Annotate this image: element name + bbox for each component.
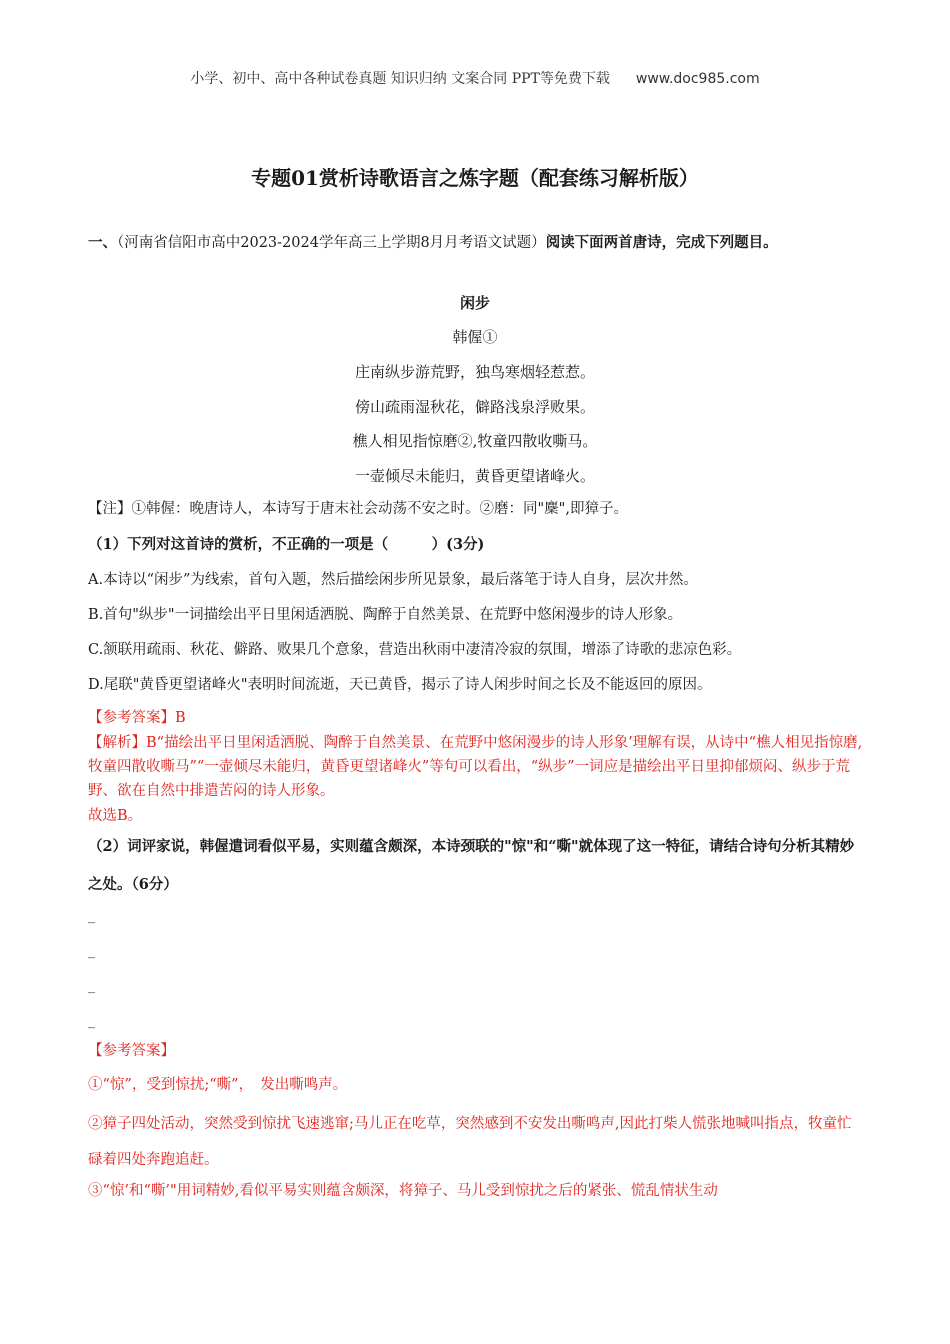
section-instruction: 阅读下面两首唐诗，完成下列题目。: [545, 234, 778, 251]
header-text: 小学、初中、高中各种试卷真题 知识归纳 文案合同 PPT等免费下载: [190, 71, 610, 87]
question-1-analysis: 【解析】B“描绘出平日里闲适洒脱、陶醉于自然美景、在荒野中悠闲漫步的诗人形象’理解有误，从诗中“樵人相见指惊磨,牧童四散收嘶马”“一壶倾尽未能归，黄昏更望诸峰火”等句可以看出，“纵步”一词应是描绘出平日里抑郁烦闷、纵步于荒野、欲在自然中排遣苦闷的诗人形象。: [88, 735, 863, 799]
poem-author: 韩偓①: [452, 328, 498, 346]
question-2-answer-2: ②獐子四处活动，突然受到惊扰飞速逃窜;马儿正在吃草，突然感到不安发出嘶鸣声,因此打柴人慌张地喊叫指点，牧童忙碌着四处奔跑追赶。: [88, 1116, 852, 1168]
question-1-conclusion: 故选B。: [88, 808, 143, 824]
question-1-stem: （1）下列对这首诗的赏析，不正确的一项是（ ）(3分): [88, 536, 485, 553]
poem-line: 傍山疏雨湿秋花，僻路浅泉浮败果。: [354, 398, 595, 416]
question-1-option-a: A.本诗以“闲步”为线索，首句入题，然后描绘闲步所见景象，最后落笔于诗人自身，层次井然。: [88, 572, 698, 588]
question-2-answer-label: 【参考答案】: [88, 1043, 175, 1059]
poem-line: 樵人相见指惊磨②,牧童四散收嘶马。: [352, 432, 598, 450]
question-1-answer: 【参考答案】B: [88, 710, 186, 726]
page-header: [0, 68, 950, 88]
section-heading: [88, 230, 863, 256]
question-1-option-c: C.颔联用疏雨、秋花、僻路、败果几个意象，营造出秋雨中凄清冷寂的氛围，增添了诗歌的悲凉色彩。: [88, 642, 742, 658]
section-source: （河南省信阳市高中2023-2024学年高三上学期8月月考语文试题）: [117, 235, 546, 251]
answer-blank: _: [88, 978, 95, 994]
poem-line: 庄南纵步游荒野，独鸟寒烟轻惹惹。: [354, 363, 595, 381]
answer-blank: _: [88, 943, 95, 959]
answer-blank: _: [88, 1013, 95, 1029]
poem-line: 一壶倾尽未能归，黄昏更望诸峰火。: [354, 467, 595, 485]
question-1-option-d: D.尾联"黄昏更望诸峰火"表明时间流逝，天已黄昏，揭示了诗人闲步时间之长及不能返回的原因。: [88, 677, 712, 693]
header-url[interactable]: www.doc985.com: [635, 71, 760, 87]
poem-note: 【注】①韩偓：晚唐诗人，本诗写于唐末社会动荡不安之时。②磨：同"麇",即獐子。: [88, 501, 628, 517]
poem-title: 闲步: [459, 294, 490, 312]
question-2-answer-3: ③“惊’和“嘶’"用词精妙,看似平易实则蕴含颇深，将獐子、马儿受到惊扰之后的紧张、慌乱情状生动: [88, 1183, 718, 1199]
document-title: 专题01赏析诗歌语言之炼字题（配套练习解析版）: [251, 166, 699, 190]
section-number: 一、: [88, 234, 117, 251]
question-1-option-b: B.首句"纵步"一词描绘出平日里闲适洒脱、陶醉于自然美景、在荒野中悠闲漫步的诗人形象。: [88, 607, 683, 623]
answer-blank: _: [88, 908, 95, 924]
question-2-answer-1: ①“惊”，受到惊扰;“嘶”， 发出嘶鸣声。: [88, 1077, 348, 1093]
question-2-stem: （2）词评家说，韩偓遣词看似平易，实则蕴含颇深，本诗颈联的"惊"和“嘶"就体现了这一特征，请结合诗句分析其精妙之处。（6分）: [88, 838, 855, 893]
